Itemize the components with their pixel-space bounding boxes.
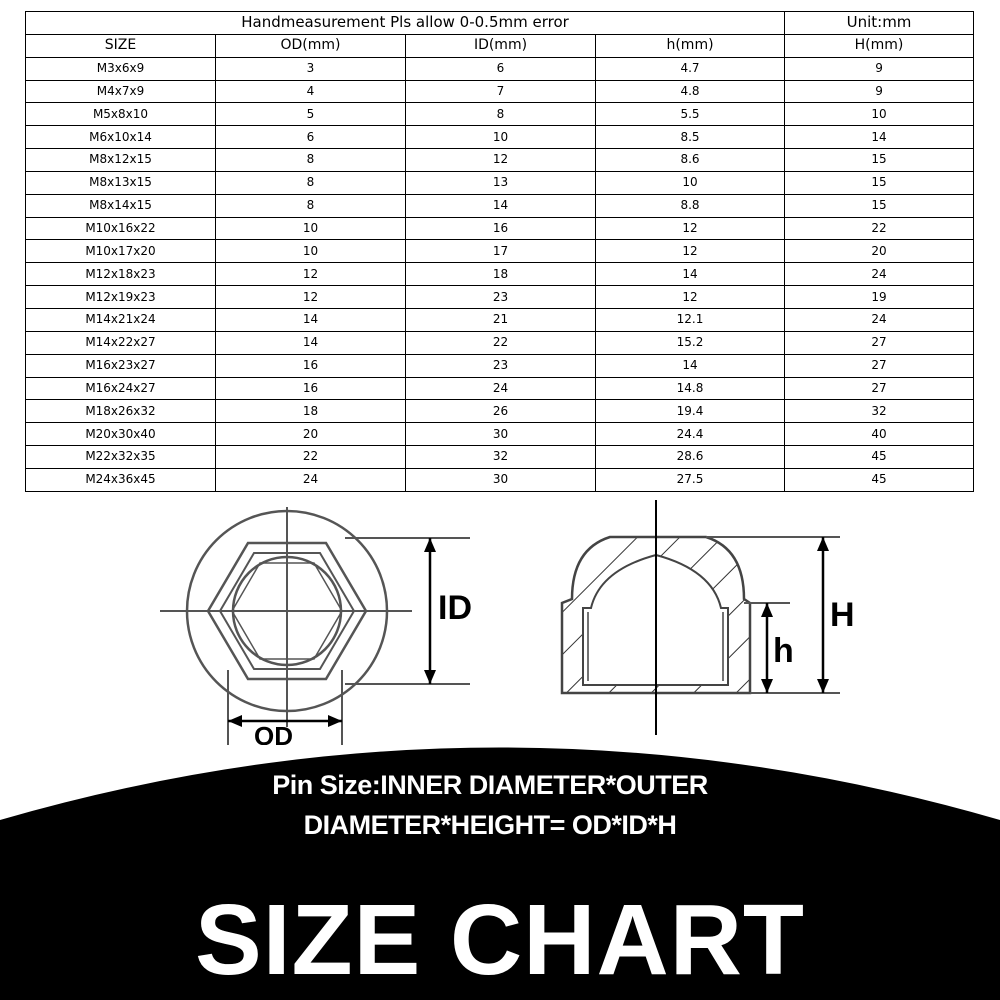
table-row	[26, 263, 974, 286]
cell-id: 13	[406, 171, 596, 194]
cell-id: 14	[406, 194, 596, 217]
table-row	[26, 423, 974, 446]
table-row	[26, 103, 974, 126]
cell-od: 18	[216, 400, 406, 423]
cell-h-small: 8.8	[596, 194, 785, 217]
table-row	[26, 126, 974, 149]
cell-h-small: 12	[596, 217, 785, 240]
cell-od: 16	[216, 354, 406, 377]
cell-od: 10	[216, 217, 406, 240]
cell-h-small: 4.8	[596, 80, 785, 103]
cell-h-large: 15	[785, 171, 974, 194]
cell-size: M8x13x15	[26, 171, 216, 194]
cell-size: M3x6x9	[26, 57, 216, 80]
table-row	[26, 149, 974, 172]
cell-h-large: 45	[785, 468, 974, 491]
cell-od: 12	[216, 286, 406, 309]
table-row	[26, 468, 974, 491]
table-row	[26, 400, 974, 423]
cell-id: 21	[406, 308, 596, 331]
table-row	[26, 331, 974, 354]
cell-od: 6	[216, 126, 406, 149]
cell-id: 12	[406, 149, 596, 172]
cell-id: 26	[406, 400, 596, 423]
cell-h-large: 15	[785, 149, 974, 172]
cell-id: 16	[406, 217, 596, 240]
cell-h-large: 15	[785, 194, 974, 217]
cell-h-small: 8.5	[596, 126, 785, 149]
cell-od: 3	[216, 57, 406, 80]
cell-h-large: 20	[785, 240, 974, 263]
table-row	[26, 57, 974, 80]
cell-size: M14x22x27	[26, 331, 216, 354]
header-id: ID(mm)	[406, 34, 596, 57]
cell-od: 8	[216, 171, 406, 194]
cell-h-large: 22	[785, 217, 974, 240]
cell-size: M18x26x32	[26, 400, 216, 423]
cell-id: 10	[406, 126, 596, 149]
cell-h-small: 14.8	[596, 377, 785, 400]
cell-od: 5	[216, 103, 406, 126]
cell-id: 30	[406, 468, 596, 491]
cell-size: M10x16x22	[26, 217, 216, 240]
cell-id: 23	[406, 354, 596, 377]
cell-od: 4	[216, 80, 406, 103]
cell-id: 7	[406, 80, 596, 103]
cell-h-small: 8.6	[596, 149, 785, 172]
cell-size: M8x14x15	[26, 194, 216, 217]
size-chart-title: SIZE CHART	[195, 884, 805, 996]
measurement-note: Handmeasurement Pls allow 0-0.5mm error	[26, 12, 785, 35]
cell-h-large: 9	[785, 57, 974, 80]
cell-size: M5x8x10	[26, 103, 216, 126]
table-header-row	[26, 34, 974, 57]
cell-h-small: 12	[596, 240, 785, 263]
cell-id: 32	[406, 446, 596, 469]
cell-h-large: 40	[785, 423, 974, 446]
cell-od: 14	[216, 308, 406, 331]
label-h-small: h	[773, 632, 794, 670]
cell-size: M8x12x15	[26, 149, 216, 172]
cell-id: 23	[406, 286, 596, 309]
cell-od: 8	[216, 149, 406, 172]
cell-h-small: 24.4	[596, 423, 785, 446]
table-row	[26, 171, 974, 194]
table-row	[26, 286, 974, 309]
cell-size: M6x10x14	[26, 126, 216, 149]
table-row	[26, 446, 974, 469]
cell-id: 8	[406, 103, 596, 126]
header-size: SIZE	[26, 34, 216, 57]
cell-od: 14	[216, 331, 406, 354]
table-row	[26, 217, 974, 240]
cell-id: 18	[406, 263, 596, 286]
cell-id: 30	[406, 423, 596, 446]
cell-h-large: 19	[785, 286, 974, 309]
cell-h-large: 45	[785, 446, 974, 469]
cell-h-small: 4.7	[596, 57, 785, 80]
cell-h-large: 32	[785, 400, 974, 423]
cell-od: 24	[216, 468, 406, 491]
table-row	[26, 194, 974, 217]
cell-od: 10	[216, 240, 406, 263]
cell-h-large: 27	[785, 377, 974, 400]
cell-h-small: 15.2	[596, 331, 785, 354]
cell-h-large: 27	[785, 331, 974, 354]
cell-id: 22	[406, 331, 596, 354]
cell-h-small: 12.1	[596, 308, 785, 331]
table-caption-row	[26, 12, 974, 35]
cell-h-small: 27.5	[596, 468, 785, 491]
table-row	[26, 80, 974, 103]
cell-h-small: 14	[596, 263, 785, 286]
cell-id: 24	[406, 377, 596, 400]
cell-h-large: 10	[785, 103, 974, 126]
header-h-large: H(mm)	[785, 34, 974, 57]
label-od: OD	[254, 721, 293, 745]
table-row	[26, 354, 974, 377]
table-row	[26, 240, 974, 263]
cell-h-large: 27	[785, 354, 974, 377]
header-h-small: h(mm)	[596, 34, 785, 57]
label-h-large: H	[830, 596, 855, 634]
cell-size: M12x18x23	[26, 263, 216, 286]
cell-h-large: 9	[785, 80, 974, 103]
cell-h-small: 12	[596, 286, 785, 309]
cell-id: 6	[406, 57, 596, 80]
cell-size: M16x24x27	[26, 377, 216, 400]
cell-od: 8	[216, 194, 406, 217]
cell-h-small: 28.6	[596, 446, 785, 469]
cell-size: M16x23x27	[26, 354, 216, 377]
cell-size: M10x17x20	[26, 240, 216, 263]
unit-label: Unit:mm	[785, 12, 974, 35]
cell-size: M22x32x35	[26, 446, 216, 469]
cell-h-large: 24	[785, 263, 974, 286]
cell-size: M12x19x23	[26, 286, 216, 309]
label-id: ID	[438, 589, 472, 627]
cell-h-large: 24	[785, 308, 974, 331]
cell-h-small: 14	[596, 354, 785, 377]
cell-od: 22	[216, 446, 406, 469]
cell-h-small: 5.5	[596, 103, 785, 126]
cell-od: 12	[216, 263, 406, 286]
pin-size-note-line1: Pin Size:INNER DIAMETER*OUTER	[272, 770, 708, 800]
cell-h-small: 10	[596, 171, 785, 194]
pin-size-note-line2: DIAMETER*HEIGHT= OD*ID*H	[303, 810, 677, 840]
cell-od: 20	[216, 423, 406, 446]
cell-size: M24x36x45	[26, 468, 216, 491]
table-row	[26, 377, 974, 400]
cell-id: 17	[406, 240, 596, 263]
header-od: OD(mm)	[216, 34, 406, 57]
cell-size: M4x7x9	[26, 80, 216, 103]
size-table	[25, 11, 974, 492]
cell-h-small: 19.4	[596, 400, 785, 423]
cell-od: 16	[216, 377, 406, 400]
cell-size: M14x21x24	[26, 308, 216, 331]
table-row	[26, 308, 974, 331]
cell-size: M20x30x40	[26, 423, 216, 446]
cell-h-large: 14	[785, 126, 974, 149]
